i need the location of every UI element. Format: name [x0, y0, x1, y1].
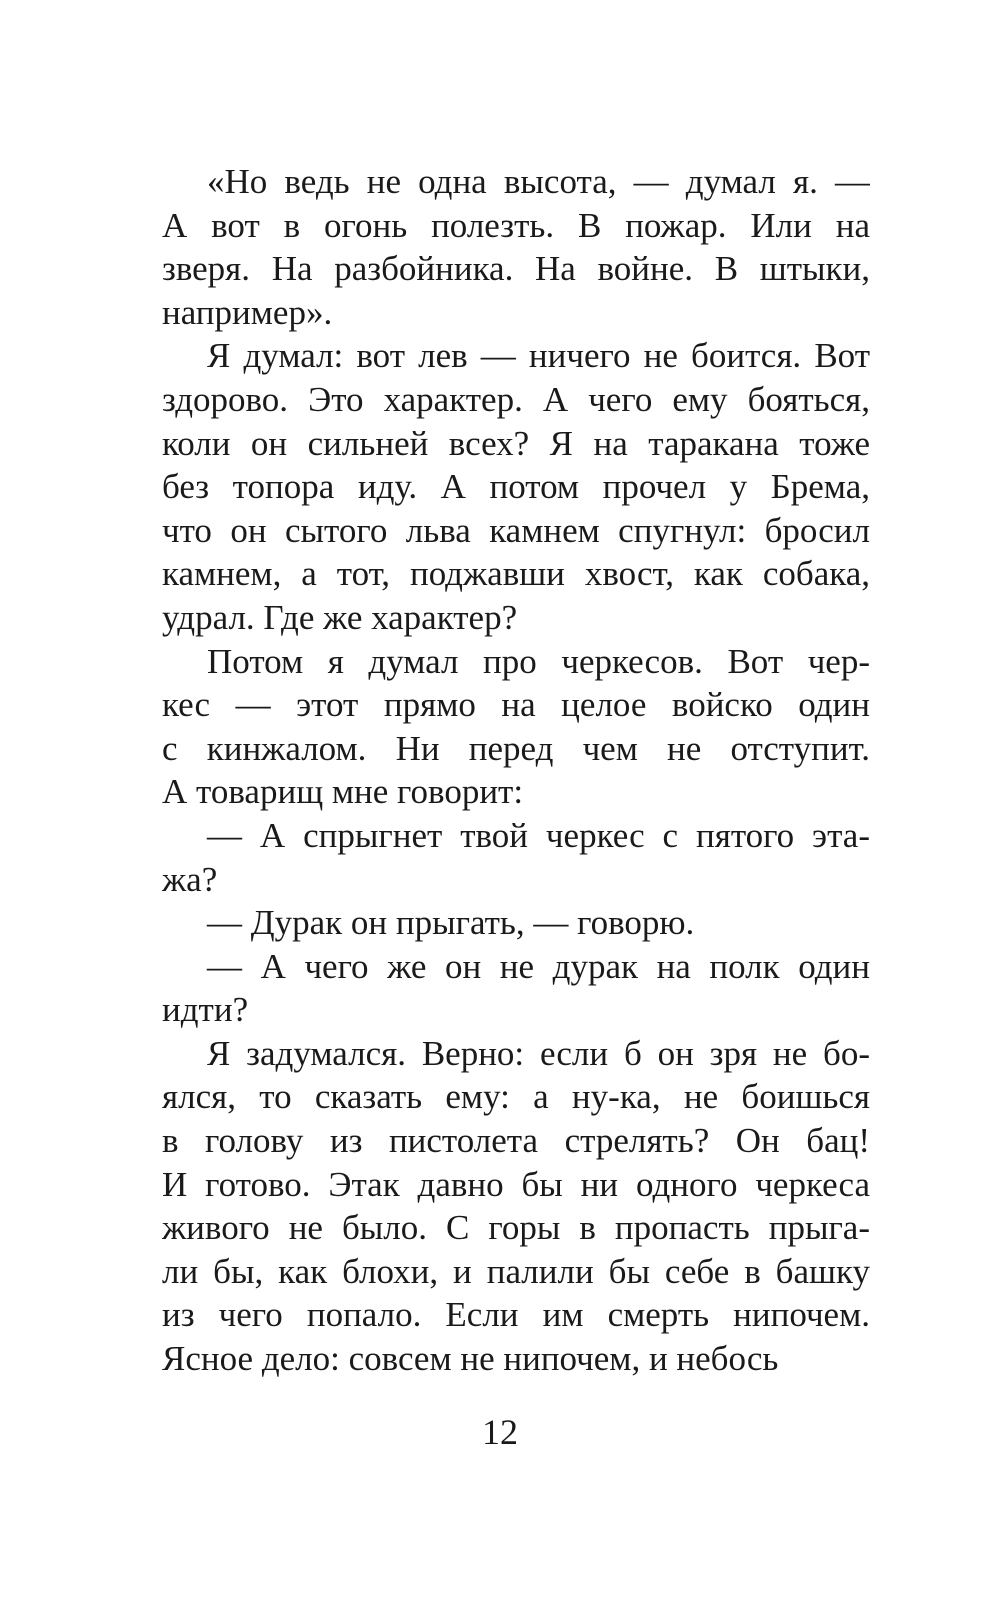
text-line: — Дурак он прыгать, — говорю.: [207, 903, 695, 943]
text-line: И готово. Этак давно бы ни одного черкеса: [162, 1164, 870, 1204]
paragraph: [162, 334, 870, 639]
body-text: [162, 160, 870, 1381]
text-line: в голову из пистолета стрелять? Он бац!: [162, 1121, 870, 1161]
text-line: «Но ведь не одна высота, — думал я. —: [207, 162, 870, 201]
text-line: зверя. На разбойника. На войне. В штыки,: [162, 249, 870, 289]
text-line: ялся, то сказать ему: а ну-ка, не боишься: [162, 1077, 870, 1117]
paragraph: [162, 640, 870, 814]
paragraph: [162, 1032, 870, 1381]
text-line: А вот в огонь полезть. В пожар. Или на: [162, 205, 870, 245]
text-line: — А спрыгнет твой черкес с пятого эта-: [207, 815, 870, 855]
text-line: кес — этот прямо на целое войско один: [162, 685, 870, 725]
text-line: идти?: [162, 990, 249, 1030]
text-line: Потом я думал про черкесов. Вот чер-: [207, 641, 870, 681]
text-line: из чего попало. Если им смерть нипочем.: [162, 1295, 870, 1335]
paragraph: [162, 901, 870, 945]
paragraph: [162, 814, 870, 901]
text-line: камнем, а тот, поджавши хвост, как собака,: [162, 554, 870, 594]
text-line: с кинжалом. Ни перед чем не отступит.: [162, 728, 870, 768]
text-line: живого не было. С горы в пропасть прыга-: [162, 1208, 870, 1248]
text-line: что он сытого льва камнем спугнул: бросил: [162, 510, 870, 550]
text-line: жа?: [162, 859, 218, 899]
text-line: Я думал: вот лев — ничего не боится. Вот: [207, 336, 870, 376]
paragraph: [162, 945, 870, 1032]
text-line: например».: [162, 292, 333, 332]
page-number: 12: [482, 1412, 518, 1452]
text-line: А товарищ мне говорит:: [162, 772, 524, 812]
text-line: коли он сильней всех? Я на таракана тоже: [162, 423, 870, 463]
text-line: без топора иду. А потом прочел у Брема,: [162, 467, 870, 507]
text-line: Я задумался. Верно: если б он зря не бо-: [207, 1033, 870, 1073]
text-line: здорово. Это характер. А чего ему бояться,: [162, 379, 870, 419]
text-line: — А чего же он не дурак на полк один: [207, 946, 870, 986]
text-line: удрал. Где же характер?: [162, 597, 518, 637]
paragraph: [162, 160, 870, 334]
text-line: ли бы, как блохи, и палили бы себе в башку: [162, 1251, 870, 1291]
text-line: Ясное дело: совсем не нипочем, и небось: [162, 1339, 779, 1379]
